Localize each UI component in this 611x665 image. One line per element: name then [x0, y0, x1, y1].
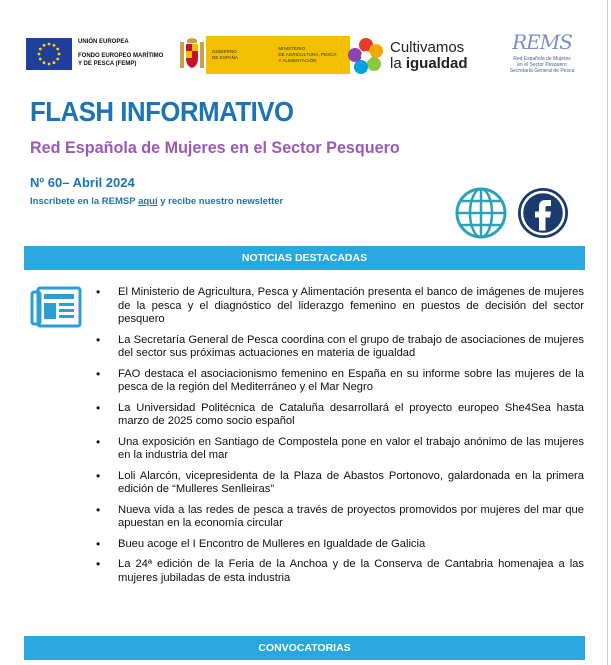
news-item[interactable]: • El Ministerio de Agricultura, Pesca y Alimentación presenta el banco de imágenes de mujeres de la pesca y el diagnóstico del liderazgo femenino en puestos de decisión del sector pesquero	[96, 286, 584, 327]
cultivamos-prefix: la	[390, 55, 406, 72]
eu-flag-icon	[26, 38, 72, 70]
news-item[interactable]: • La 24ª edición de la Feria de la Anchoa y de la Conserva de Cantabria homenajea a las mujeres jubiladas de esta industria	[96, 558, 584, 585]
min-line-2: DE AGRICULTURA, PESCA	[278, 52, 337, 57]
ministerio-col	[272, 46, 350, 64]
subscribe-prefix: Inscríbete en la REMSP	[30, 196, 139, 207]
news-list	[96, 286, 584, 592]
issue-number: Nº 60– Abril 2024	[30, 175, 135, 190]
cultivamos-line-2	[390, 56, 468, 72]
news-item[interactable]: • Loli Alarcón, vicepresidenta de la Plaza de Abastos Portonovo, galardonada en la primera edición de “Mulleres Senlleiras”	[96, 470, 584, 497]
gob-line-1: GOBIERNO	[212, 49, 237, 54]
eu-line-3: Y DE PESCA (FEMP)	[78, 61, 137, 67]
gobierno-espana-logo	[178, 36, 350, 74]
news-item[interactable]: • Bueu acoge el I Encontro de Mulleres en Igualdade de Galicia	[96, 538, 584, 552]
subscribe-link[interactable]: aquí	[138, 196, 158, 207]
newspaper-icon	[30, 286, 82, 328]
news-item[interactable]: • La Secretaría General de Pesca coordina con el grupo de trabajo de asociaciones de mujeres del sector sus próximas actuaciones en materia de igualdad	[96, 334, 584, 361]
rems-line-3: Secretaría General de Pesca	[509, 68, 575, 74]
gobierno-band	[206, 36, 350, 74]
subscribe-line	[30, 196, 283, 207]
min-line-3: Y ALIMENTACIÓN	[278, 58, 317, 63]
news-section-heading: NOTICIAS DESTACADAS	[24, 246, 585, 270]
page-subtitle: Red Española de Mujeres en el Sector Pesquero	[30, 138, 400, 157]
globe-icon[interactable]	[454, 186, 508, 240]
flower-icon	[346, 36, 386, 76]
calls-section-heading: CONVOCATORIAS	[24, 636, 585, 660]
eu-line-2: FONDO EUROPEO MARÍTIMO	[78, 53, 164, 59]
page-title: FLASH INFORMATIVO	[30, 96, 294, 127]
subscribe-suffix: y recibe nuestro newsletter	[157, 196, 284, 207]
news-item[interactable]: • Nueva vida a las redes de pesca a través de proyectos promovidos por mujeres del mar que apuestan en la economía circular	[96, 504, 584, 531]
cultivamos-igualdad-logo	[346, 36, 468, 76]
rems-line-2: en el Sector Pesquero	[517, 62, 567, 68]
cultivamos-text	[390, 40, 468, 72]
rems-mark: REMS	[512, 30, 572, 54]
facebook-icon[interactable]	[516, 186, 570, 240]
gobierno-col	[206, 49, 272, 61]
coat-of-arms-icon	[178, 36, 206, 74]
page-edge-divider	[607, 0, 608, 665]
eu-line-1: UNIÓN EUROPEA	[78, 39, 129, 45]
gob-line-2: DE ESPAÑA	[212, 55, 238, 60]
news-item[interactable]: • Una exposición en Santiago de Compostela pone en valor el trabajo anónimo de las mujeres en la industria del mar	[96, 436, 584, 463]
news-item[interactable]: • La Universidad Politécnica de Cataluña desarrollará el proyecto europeo She4Sea hasta marzo de 2025 como socio español	[96, 402, 584, 429]
eu-femp-text	[78, 38, 163, 68]
eu-femp-logo	[26, 38, 163, 70]
cultivamos-bold: igualdad	[405, 55, 468, 72]
news-item[interactable]: • FAO destaca el asociacionismo femenino en España en su informe sobre las mujeres de la pesca de la región del Mediterráneo y el Mar Negro	[96, 368, 584, 395]
rems-logo	[496, 30, 588, 74]
rems-line-1: Red Española de Mujeres	[513, 56, 571, 62]
cultivamos-line-1: Cultivamos	[390, 39, 465, 56]
min-line-1: MINISTERIO	[278, 46, 306, 51]
logo-strip	[26, 30, 586, 90]
